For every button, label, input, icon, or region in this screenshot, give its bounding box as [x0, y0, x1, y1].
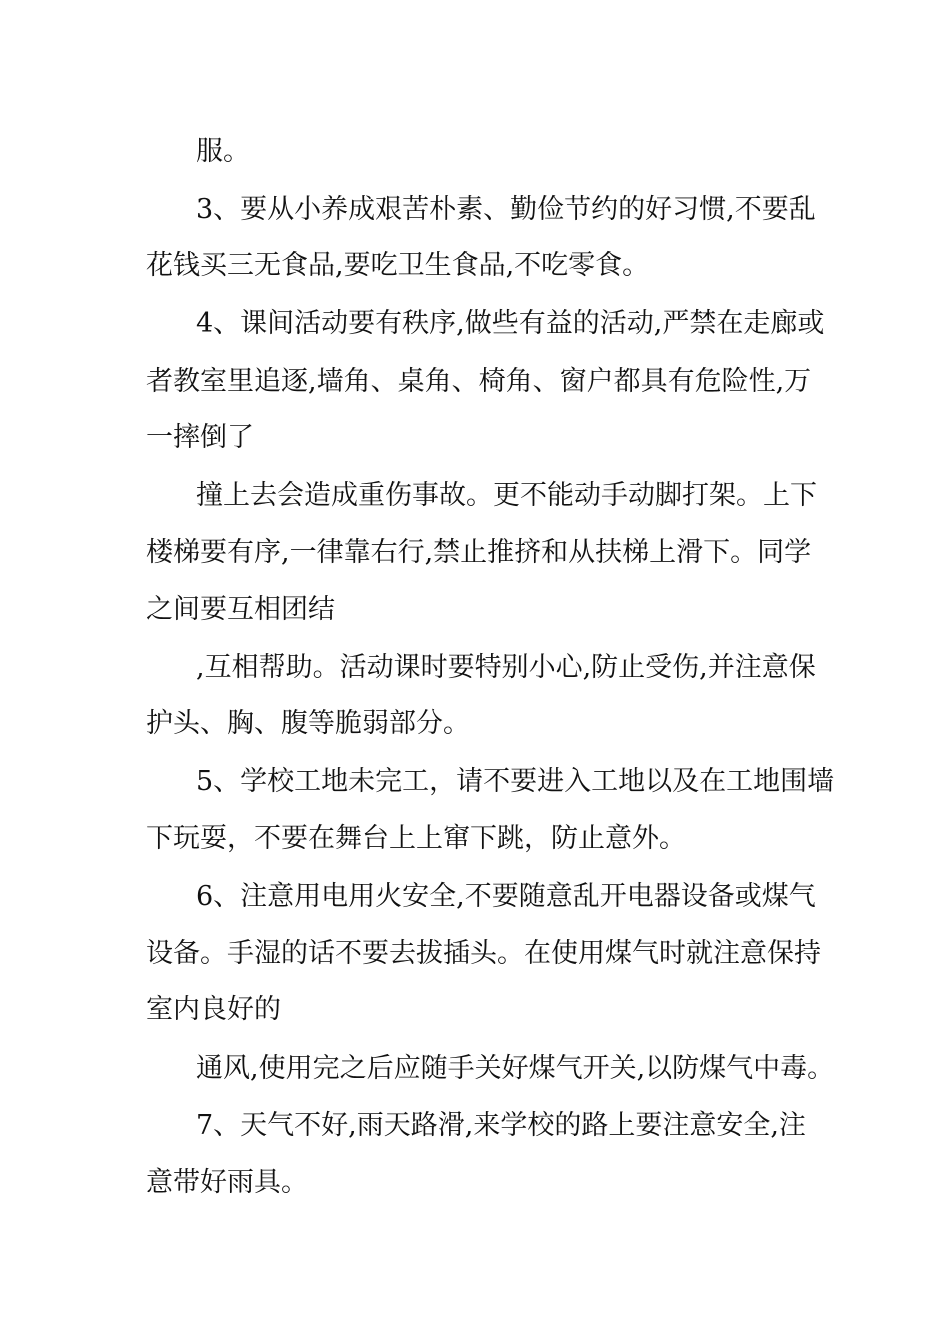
text-line: 护头、胸、腹等脆弱部分。	[146, 708, 470, 739]
text-line: 花钱买三无食品,要吃卫生食品,不吃零食。	[146, 250, 650, 281]
text-line: 楼梯要有序,一律靠右行,禁止推挤和从扶梯上滑下。同学	[146, 537, 812, 568]
item-3-line: 3、要从小养成艰苦朴素、勤俭节约的好习惯,不要乱	[196, 194, 816, 225]
text-line: 意带好雨具。	[146, 1167, 308, 1198]
item-6-line: 6、注意用电用火安全,不要随意乱开电器设备或煤气	[196, 881, 816, 912]
text-line: 服。	[196, 136, 250, 167]
text-line: 室内良好的	[146, 994, 281, 1025]
text-line: 设备。手湿的话不要去拔插头。在使用煤气时就注意保持	[146, 938, 821, 969]
text-line: ,互相帮助。活动课时要特别小心,防止受伤,并注意保	[196, 652, 816, 683]
item-7-line: 7、天气不好,雨天路滑,来学校的路上要注意安全,注	[196, 1110, 806, 1141]
item-5-line: 5、学校工地未完工，请不要进入工地以及在工地围墙	[196, 766, 835, 797]
text-line: 之间要互相团结	[146, 594, 335, 625]
text-line: 一摔倒了	[146, 422, 254, 453]
item-4-line: 4、课间活动要有秩序,做些有益的活动,严禁在走廊或	[196, 308, 825, 339]
text-line: 撞上去会造成重伤事故。更不能动手动脚打架。上下	[196, 480, 817, 511]
text-line: 者教室里追逐,墙角、桌角、椅角、窗户都具有危险性,万	[146, 366, 812, 397]
text-line: 下玩耍，不要在舞台上上窜下跳，防止意外。	[146, 823, 686, 854]
text-line: 通风,使用完之后应随手关好煤气开关,以防煤气中毒。	[196, 1053, 835, 1084]
